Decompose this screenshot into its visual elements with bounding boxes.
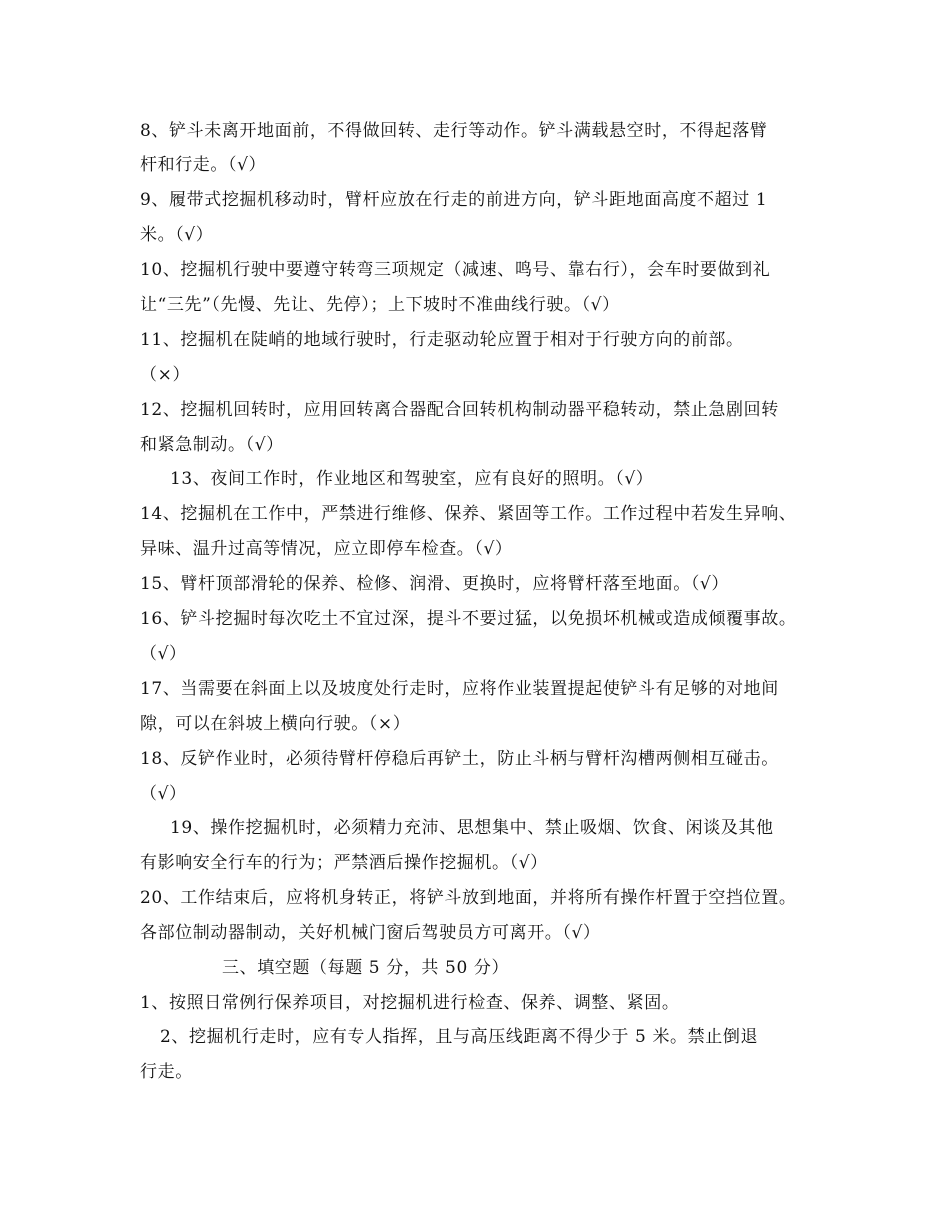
text-line: 杆和行走。（√） — [140, 155, 267, 175]
text-line: 米。（√） — [140, 225, 214, 245]
text-line: 异味、温升过高等情况，应立即停车检查。（√） — [140, 539, 513, 559]
text-line: 11、挖掘机在陡峭的地域行驶时，行走驱动轮应置于相对于行驶方向的前部。 — [140, 330, 744, 350]
text-line: 和紧急制动。（√） — [140, 435, 284, 455]
text-line: 行走。 — [140, 1062, 193, 1082]
text-line: 让“三先”（先慢、先让、先停）；上下坡时不准曲线行驶。（√） — [140, 295, 620, 315]
text-line: （√） — [140, 644, 187, 664]
text-line: 15、臂杆顶部滑轮的保养、检修、润滑、更换时，应将臂杆落至地面。（√） — [140, 574, 729, 594]
section-heading: 三、填空题（每题 5 分，共 50 分） — [222, 958, 510, 978]
text-line: 19、操作挖掘机时，必须精力充沛、思想集中、禁止吸烟、饮食、闲谈及其他 — [170, 818, 774, 838]
text-line: 9、履带式挖掘机移动时，臂杆应放在行走的前进方向，铲斗距地面高度不超过 1 — [140, 190, 768, 210]
text-line: 8、铲斗未离开地面前，不得做回转、走行等动作。铲斗满载悬空时，不得起落臂 — [140, 121, 768, 141]
text-line: 14、挖掘机在工作中，严禁进行维修、保养、紧固等工作。工作过程中若发生异响、 — [140, 504, 797, 524]
text-line: 隙，可以在斜坡上横向行驶。（×） — [140, 714, 411, 734]
text-line: 17、当需要在斜面上以及坡度处行走时，应将作业装置提起使铲斗有足够的对地间 — [140, 679, 779, 699]
text-line: （×） — [140, 365, 191, 385]
text-line: 12、挖掘机回转时，应用回转离合器配合回转机构制动器平稳转动，禁止急剧回转 — [140, 400, 779, 420]
text-line: （√） — [140, 784, 187, 804]
text-line: 18、反铲作业时，必须待臂杆停稳后再铲土，防止斗柄与臂杆沟槽两侧相互碰击。 — [140, 749, 779, 769]
text-line: 20、工作结束后，应将机身转正，将铲斗放到地面，并将所有操作杆置于空挡位置。 — [140, 888, 797, 908]
text-line: 有影响安全行车的行为；严禁酒后操作挖掘机。（√） — [140, 853, 548, 873]
text-line: 2、挖掘机行走时，应有专人指挥，且与高压线距离不得少于 5 米。禁止倒退 — [160, 1027, 759, 1047]
text-line: 10、挖掘机行驶中要遵守转弯三项规定（减速、鸣号、靠右行），会车时要做到礼 — [140, 260, 771, 280]
text-line: 1、按照日常例行保养项目，对挖掘机进行检查、保养、调整、紧固。 — [140, 993, 680, 1013]
text-line: 各部位制动器制动，关好机械门窗后驾驶员方可离开。（√） — [140, 923, 601, 943]
text-line: 13、夜间工作时，作业地区和驾驶室，应有良好的照明。（√） — [170, 469, 654, 489]
text-line: 16、铲斗挖掘时每次吃土不宜过深，提斗不要过猛，以免损坏机械或造成倾覆事故。 — [140, 609, 797, 629]
